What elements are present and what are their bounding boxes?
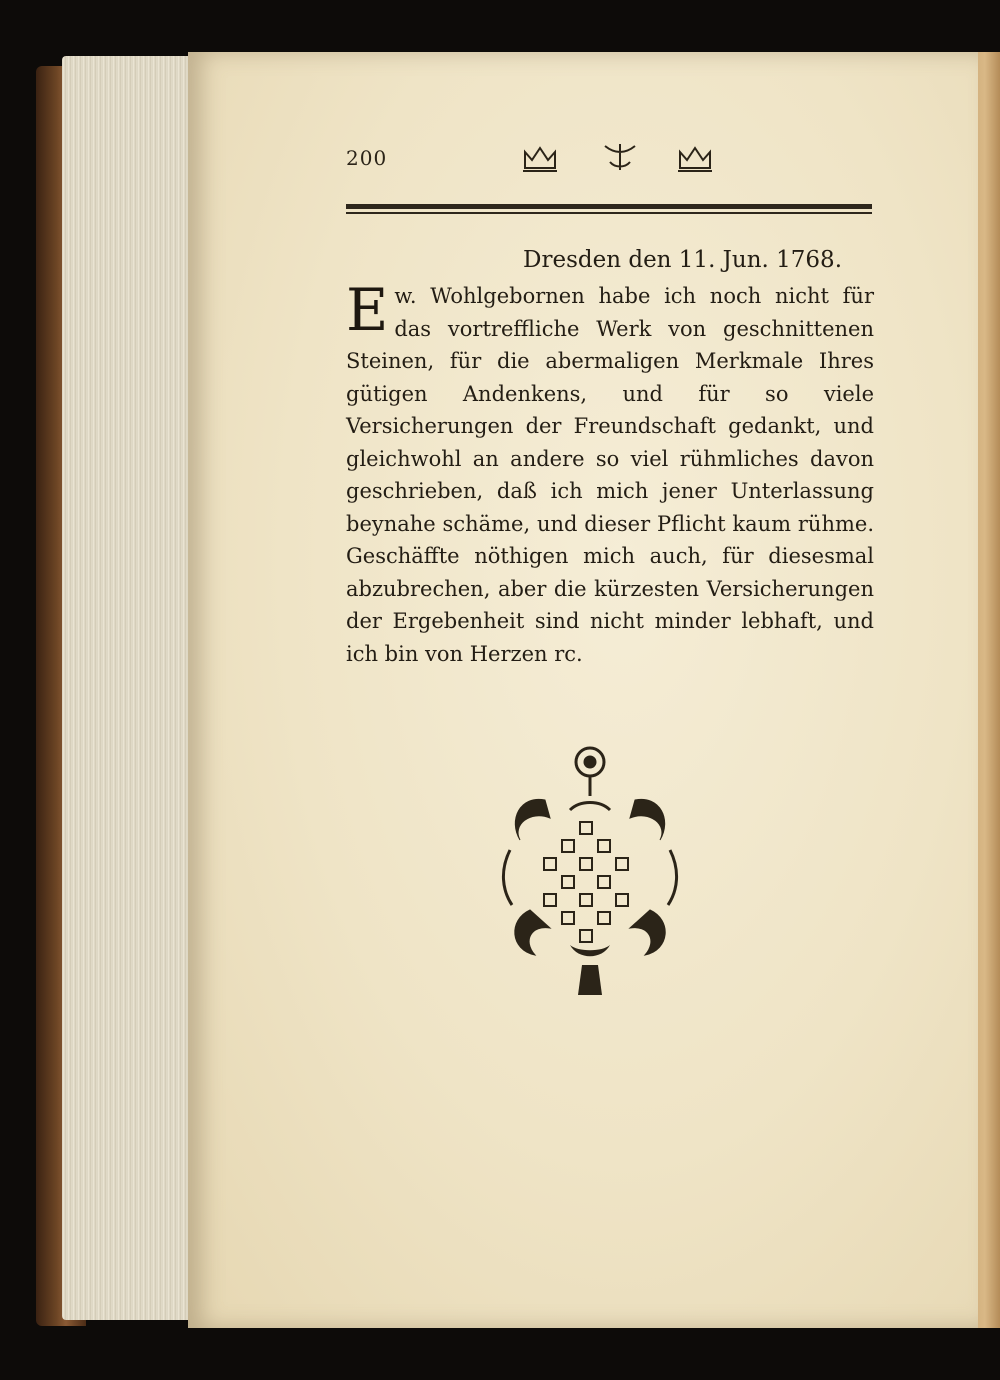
letter-body xyxy=(346,276,874,670)
page-number: 200 xyxy=(346,146,388,170)
drop-cap: E xyxy=(346,276,389,344)
crown-ornament-icon xyxy=(520,140,720,176)
letter-dateline: Dresden den 11. Jun. 1768. xyxy=(523,247,842,273)
header-rule xyxy=(346,204,872,216)
letter-text: w. Wohlgebornen habe ich noch nicht für das vortreffliche Werk von geschnittenen Steinen, für die abermaligen Merkmale Ihres gütigen Andenkens, und für so viele Versicherungen der Freundschaft gedankt, und gleichwohl an andere so viel rühmliches davon geschrieben, daß ich mich jener Unterlassung beynahe schäme, und dieser Pflicht kaum rühme. Geschäffte nöthigen mich auch, für diesesmal abzubrechen, aber die kürzesten Versicherungen der Ergebenheit sind nicht minder lebhaft, und ich bin von Herzen rc. xyxy=(346,284,874,666)
page-block-edges xyxy=(62,56,202,1320)
book-page xyxy=(188,52,978,1328)
floral-tailpiece-icon xyxy=(490,740,690,1000)
